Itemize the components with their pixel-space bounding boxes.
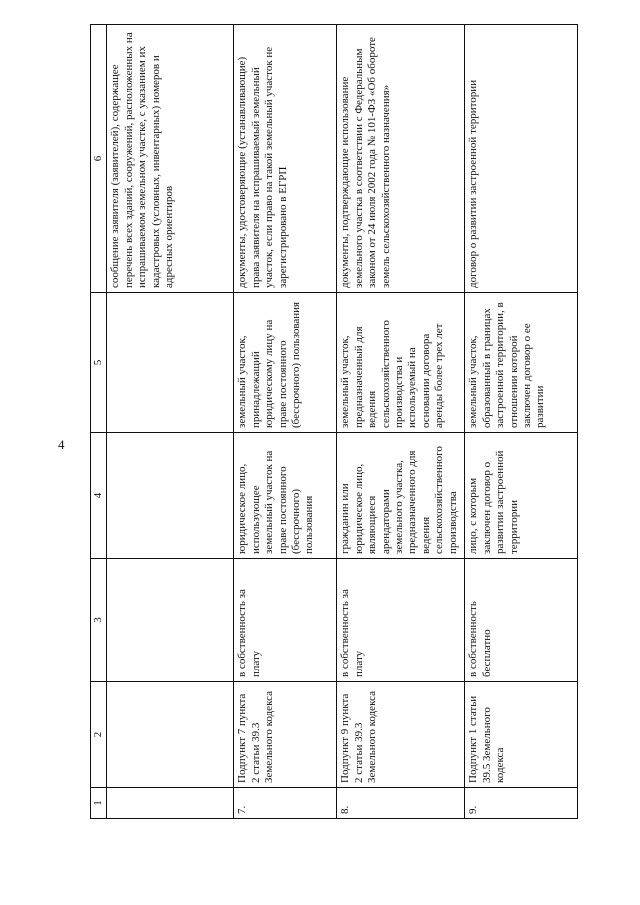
- row-number: 9.: [465, 788, 578, 819]
- column-header: 5: [91, 293, 107, 433]
- documents-cell: договор о развитии застроенной территории: [465, 25, 578, 293]
- applicant-cell: юридическое лицо, использующее земельный участок на праве постоянного (бессрочного) пользования: [234, 433, 337, 559]
- right-type-cell: в собственность бесплатно: [465, 559, 578, 682]
- table-row: [337, 25, 465, 819]
- table-row: [234, 25, 337, 819]
- right-type-cell: в собственность за плату: [337, 559, 465, 682]
- column-header: 1: [91, 788, 107, 819]
- land-table: [90, 24, 578, 819]
- legal-basis-cell: Подпункт 7 пункта 2 статьи 39.3 Земельного кодекса: [234, 682, 337, 788]
- land-plot-cell: земельный участок, предназначенный для ведения сельскохозяйственного производства и используемый на основании договора аренды более трех лет: [337, 293, 465, 433]
- right-type-cell: [107, 559, 234, 682]
- table-row: [107, 25, 234, 819]
- legal-basis-cell: [107, 682, 234, 788]
- column-header: 4: [91, 433, 107, 559]
- applicant-cell: [107, 433, 234, 559]
- land-plot-cell: [107, 293, 234, 433]
- table-row: [465, 25, 578, 819]
- column-header: 6: [91, 25, 107, 293]
- row-number: 7.: [234, 788, 337, 819]
- row-number: [107, 788, 234, 819]
- applicant-cell: лицо, с которым заключен договор о развитии застроенной территории: [465, 433, 578, 559]
- documents-cell: документы, подтверждающие использование земельного участка в соответствии с Федеральным законом от 24 июля 2002 года № 101-ФЗ «Об обороте земель сельскохозяйственного назначения»: [337, 25, 465, 293]
- land-plot-cell: земельный участок, образованный в границах застроенной территории, в отношении которой заключен договор о ее развитии: [465, 293, 578, 433]
- documents-cell: документы, удостоверяющие (устанавливающие) права заявителя на испрашиваемый земельный участок, если право на такой земельный участок не зарегистрировано в ЕГРП: [234, 25, 337, 293]
- land-plot-cell: земельный участок, принадлежащий юридическому лицу на праве постоянного (бессрочного) пользования: [234, 293, 337, 433]
- column-header: 3: [91, 559, 107, 682]
- applicant-cell: гражданин или юридическое лицо, являющиеся арендаторами земельного участка, предназначенного для ведения сельскохозяйственного производства: [337, 433, 465, 559]
- right-type-cell: в собственность за плату: [234, 559, 337, 682]
- legal-basis-cell: Подпункт 1 статьи 39.5 Земельного кодекса: [465, 682, 578, 788]
- documents-cell: сообщение заявителя (заявителей), содержащее перечень всех зданий, сооружений, расположенных на испрашиваемом земельном участке, с указанием их кадастровых (условных, инвентарных) номеров и адресных ориентиров: [107, 25, 234, 293]
- page-number: 4: [58, 437, 65, 452]
- column-header: 2: [91, 682, 107, 788]
- row-number: 8.: [337, 788, 465, 819]
- legal-basis-cell: Подпункт 9 пункта 2 статьи 39.3 Земельного кодекса: [337, 682, 465, 788]
- column-number-row: [91, 25, 107, 819]
- rotated-table-wrapper: [90, 25, 639, 819]
